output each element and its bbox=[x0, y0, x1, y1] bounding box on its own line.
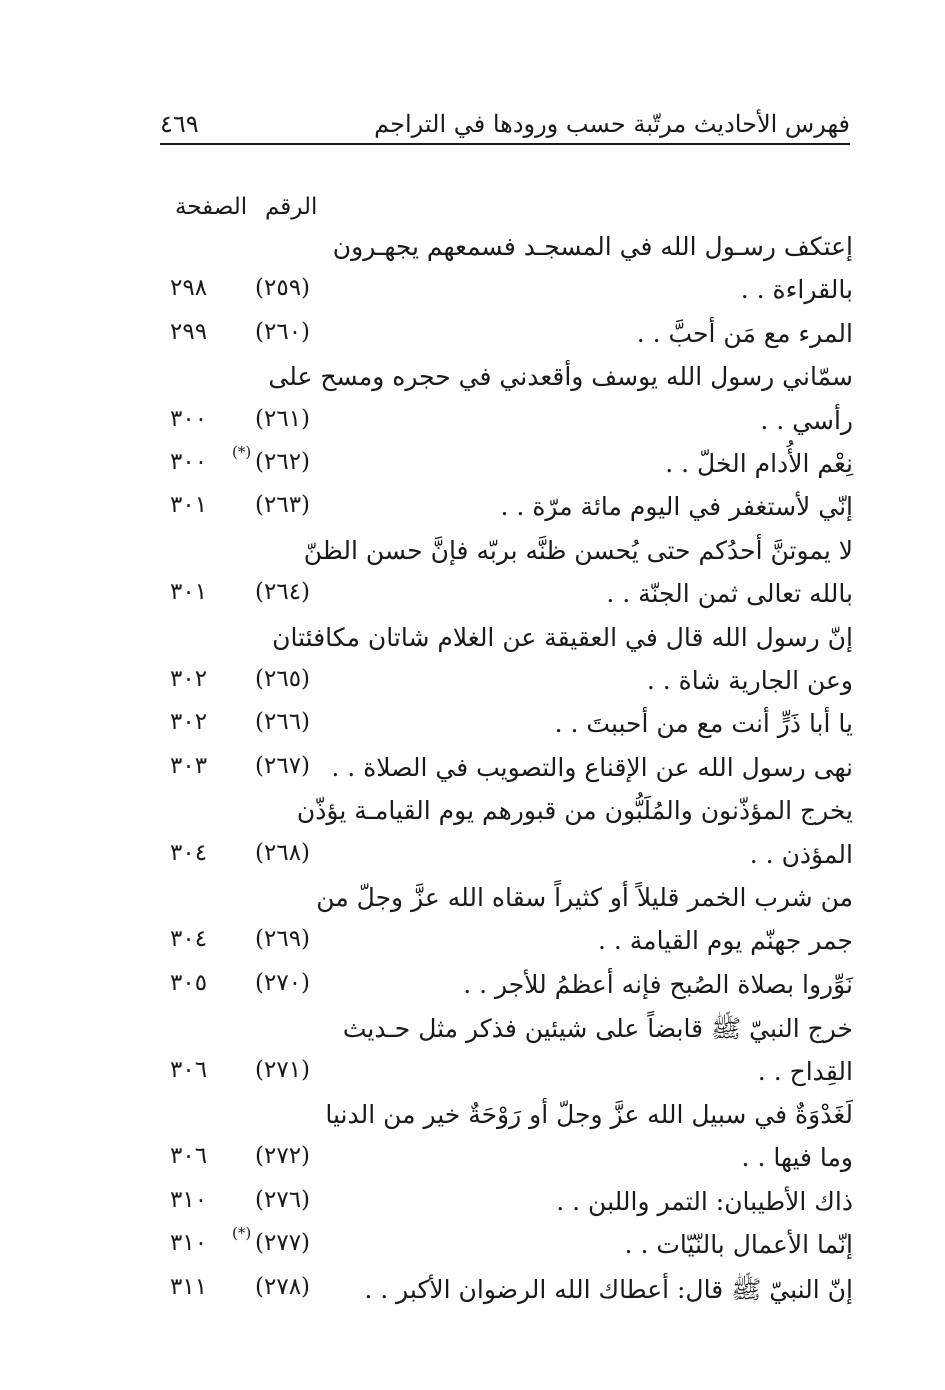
hadith-number: (٢٧٠) bbox=[255, 969, 311, 996]
hadith-text: إنّما الأعمال بالنّيّات . . bbox=[624, 1230, 853, 1260]
index-line bbox=[0, 319, 945, 363]
index-line bbox=[0, 1013, 945, 1057]
index-line bbox=[0, 709, 945, 753]
hadith-number: (٢٦٧) bbox=[255, 752, 311, 779]
hadith-text: ذاك الأطيبان: التمر واللبن . . bbox=[556, 1186, 853, 1216]
footnote-marker: (*) bbox=[232, 1224, 252, 1243]
hadith-text: وما فيها . . bbox=[741, 1143, 853, 1173]
hadith-text: نَوِّروا بصلاة الصُبح فإنه أعظمُ للأجر . . bbox=[463, 969, 853, 999]
index-line bbox=[0, 579, 945, 623]
index-line bbox=[0, 232, 945, 276]
page-reference: ٣٠٠ bbox=[170, 405, 208, 432]
hadith-text: وعن الجارية شاة . . bbox=[646, 666, 853, 695]
hadith-number: (٢٧٧) bbox=[255, 1230, 311, 1257]
page-reference: ٣٠٦ bbox=[170, 1056, 208, 1083]
page-reference: ٣٠٤ bbox=[170, 839, 208, 866]
page-reference: ٣٠٠ bbox=[170, 449, 208, 475]
index-line bbox=[0, 1100, 945, 1144]
hadith-text: بالقراءة . . bbox=[740, 275, 853, 305]
hadith-text: إعتكف رسـول الله في المسجـد فسمعهم يجهـرون bbox=[332, 232, 853, 261]
page-reference: ٢٩٩ bbox=[170, 318, 208, 345]
hadith-number: (٢٧٢) bbox=[255, 1143, 311, 1170]
page-reference: ٣٠٣ bbox=[170, 752, 208, 779]
page-reference: ٣٠٢ bbox=[170, 666, 208, 692]
index-line bbox=[0, 666, 945, 710]
hadith-number: (٢٧٦) bbox=[255, 1186, 311, 1213]
header-title: فهرس الأحاديث مرتّبة حسب ورودها في التراجم bbox=[374, 110, 850, 138]
index-line bbox=[0, 406, 945, 450]
page-reference: ٣١٠ bbox=[170, 1230, 208, 1257]
hadith-number: (٢٦٢) bbox=[255, 449, 311, 475]
index-line bbox=[0, 1274, 945, 1318]
index-line bbox=[0, 623, 945, 667]
hadith-text: خرج النبيّ ﷺ قابضاً على شيئين فذكر مثل حـديث bbox=[342, 1014, 853, 1044]
hadith-number: (٢٦٤) bbox=[255, 579, 311, 606]
hadith-number: (٢٧١) bbox=[255, 1056, 311, 1083]
hadith-number: (٢٦٦) bbox=[255, 709, 311, 736]
hadith-number: (٢٦٣) bbox=[255, 492, 311, 519]
hadith-text: لَغَدْوَةٌ في سبيل الله عزَّ وجلّ أو رَوْحَةٌ خير من الدنيا bbox=[325, 1100, 853, 1129]
header-rule bbox=[160, 143, 850, 145]
page-reference: ٣٠٤ bbox=[170, 926, 208, 953]
hadith-text: جمر جهنّم يوم القيامة . . bbox=[597, 926, 853, 956]
hadith-number: (٢٦٥) bbox=[255, 666, 311, 692]
index-line bbox=[0, 492, 945, 536]
index-line bbox=[0, 1143, 945, 1187]
running-header bbox=[160, 106, 850, 146]
hadith-text: القِداح . . bbox=[757, 1056, 853, 1086]
footnote-marker: (*) bbox=[232, 443, 252, 461]
hadith-text: بالله تعالى ثمن الجنّة . . bbox=[606, 579, 853, 609]
index-line bbox=[0, 926, 945, 970]
page-reference: ٣٠١ bbox=[170, 492, 208, 519]
index-line bbox=[0, 275, 945, 319]
hadith-text: سمّاني رسول الله يوسف وأقعدني في حجره ومسح على bbox=[268, 362, 853, 392]
page-reference: ٣٠١ bbox=[170, 579, 208, 606]
index-line bbox=[0, 362, 945, 406]
index-line bbox=[0, 1057, 945, 1101]
page-number: ٤٦٩ bbox=[160, 110, 199, 138]
hadith-number: (٢٦١) bbox=[255, 405, 311, 432]
hadith-text: نِعْم الأُدام الخلّ . . bbox=[665, 449, 853, 478]
hadith-text: المؤذن . . bbox=[749, 839, 853, 869]
hadith-text: يا أبا ذَرٍّ أنت مع من أحببتَ . . bbox=[554, 709, 853, 739]
index-line bbox=[0, 536, 945, 580]
page-reference: ٣٠٥ bbox=[170, 969, 208, 996]
page-reference: ٣١١ bbox=[170, 1273, 208, 1300]
index-line bbox=[0, 840, 945, 884]
index-line bbox=[0, 1224, 945, 1274]
index-line bbox=[0, 443, 945, 493]
page-reference: ٣٠٢ bbox=[170, 709, 208, 736]
column-header-page: الصفحة bbox=[175, 194, 248, 220]
page-reference: ٣١٠ bbox=[170, 1186, 208, 1213]
hadith-text: إنّ النبيّ ﷺ قال: أعطاك الله الرضوان الأكبر . . bbox=[364, 1274, 853, 1304]
hadith-number: (٢٦٠) bbox=[255, 318, 311, 345]
hadith-text: إنّي لأستغفر في اليوم مائة مرّة . . bbox=[500, 492, 853, 522]
hadith-number: (٢٦٨) bbox=[255, 839, 311, 866]
hadith-number: (٢٥٩) bbox=[255, 275, 311, 302]
hadith-text: رأسي . . bbox=[760, 405, 853, 435]
hadith-number: (٢٦٩) bbox=[255, 926, 311, 953]
hadith-number: (٢٧٨) bbox=[255, 1273, 311, 1300]
index-line bbox=[0, 796, 945, 840]
hadith-text: لا يموتنَّ أحدُكم حتى يُحسن ظنَّه بربّه فإنَّ حسن الظنّ bbox=[303, 535, 853, 565]
column-header-number: الرقم bbox=[265, 194, 318, 220]
index-line bbox=[0, 1187, 945, 1231]
hadith-text: المرء مع مَن أحبَّ . . bbox=[636, 318, 853, 348]
hadith-text: نهى رسول الله عن الإقناع والتصويب في الصلاة . . bbox=[331, 752, 853, 782]
page-reference: ٣٠٦ bbox=[170, 1143, 208, 1170]
hadith-text: إنّ رسول الله قال في العقيقة عن الغلام شاتان مكافئتان bbox=[272, 622, 853, 652]
page-reference: ٢٩٨ bbox=[170, 275, 208, 302]
index-line bbox=[0, 753, 945, 797]
hadith-text: يخرج المؤذّنون والمُلَبُّون من قبورهم يوم القيامـة يؤذّن bbox=[296, 796, 853, 826]
index-line bbox=[0, 883, 945, 927]
hadith-text: من شرب الخمر قليلاً أو كثيراً سقاه الله عزَّ وجلّ من bbox=[316, 883, 853, 912]
index-line bbox=[0, 970, 945, 1014]
